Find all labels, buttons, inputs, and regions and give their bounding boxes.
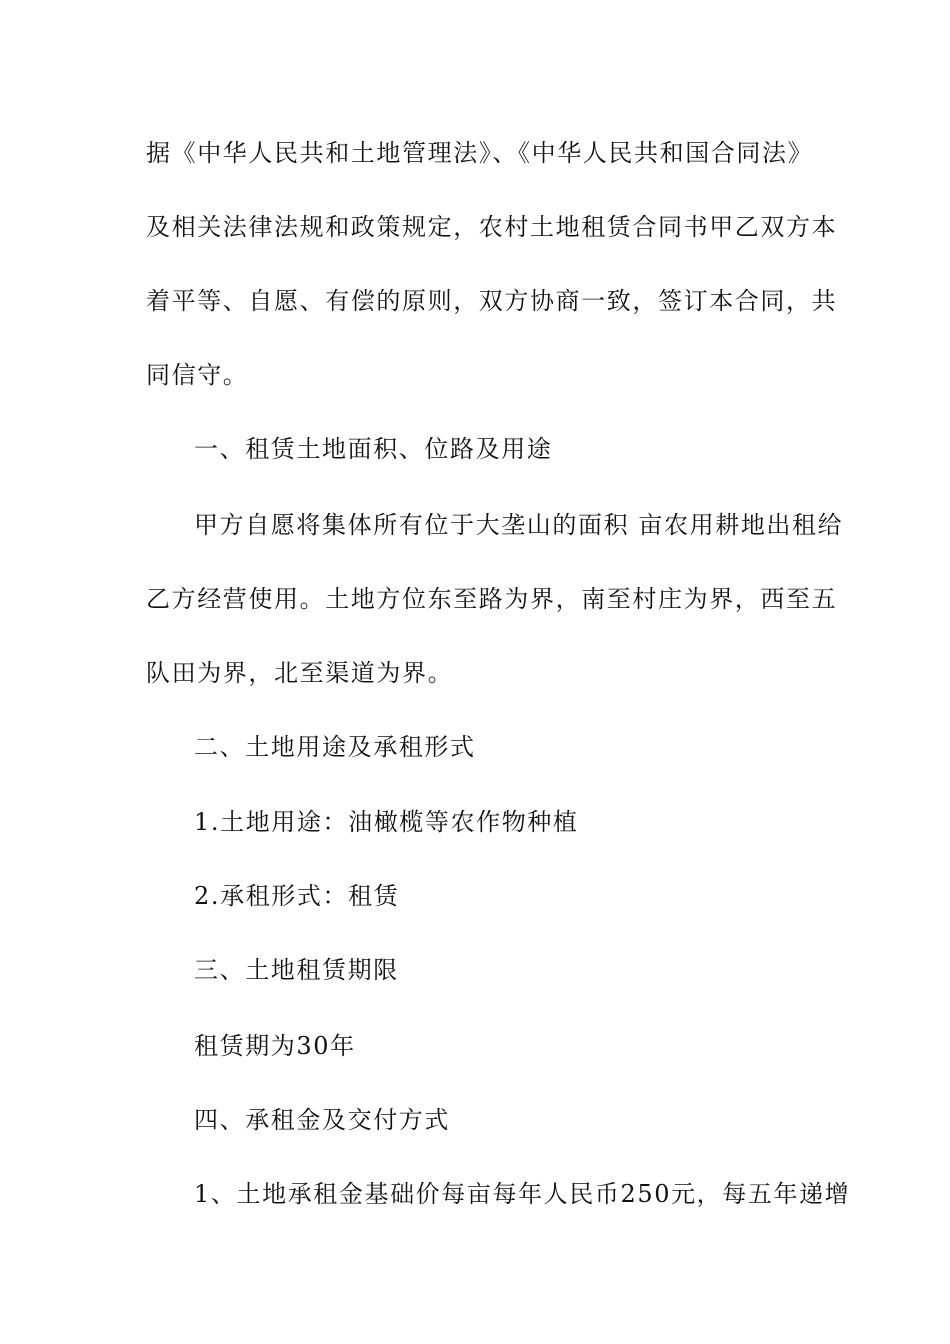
paragraph-line: 着平等、自愿、有偿的原则，双方协商一致，签订本合同，共 [146,287,838,315]
section-heading: 二、土地用途及承租形式 [194,733,476,761]
list-item: 2.承租形式：租赁 [194,882,400,910]
list-item: 1.土地用途：油橄榄等农作物种植 [194,808,579,836]
list-item: 1、土地承租金基础价每亩每年人民币250元，每五年递增 [194,1180,851,1208]
section-heading: 四、承租金及交付方式 [194,1106,450,1134]
paragraph-line: 队田为界，北至渠道为界。 [146,659,454,687]
paragraph-line: 甲方自愿将集体所有位于大垄山的面积 亩农用耕地出租给 [194,511,844,539]
section-heading: 三、土地租赁期限 [194,956,399,984]
paragraph-line: 乙方经营使用。土地方位东至路为界，南至村庄为界，西至五 [146,585,838,613]
paragraph-line: 租赁期为30年 [194,1032,356,1060]
paragraph-line: 同信守。 [146,361,249,389]
paragraph-line: 及相关法律法规和政策规定，农村土地租赁合同书甲乙双方本 [146,213,838,241]
section-heading: 一、租赁土地面积、位路及用途 [194,435,553,463]
paragraph-line: 据《中华人民共和土地管理法》、《中华人民共和国合同法》 [146,139,814,167]
